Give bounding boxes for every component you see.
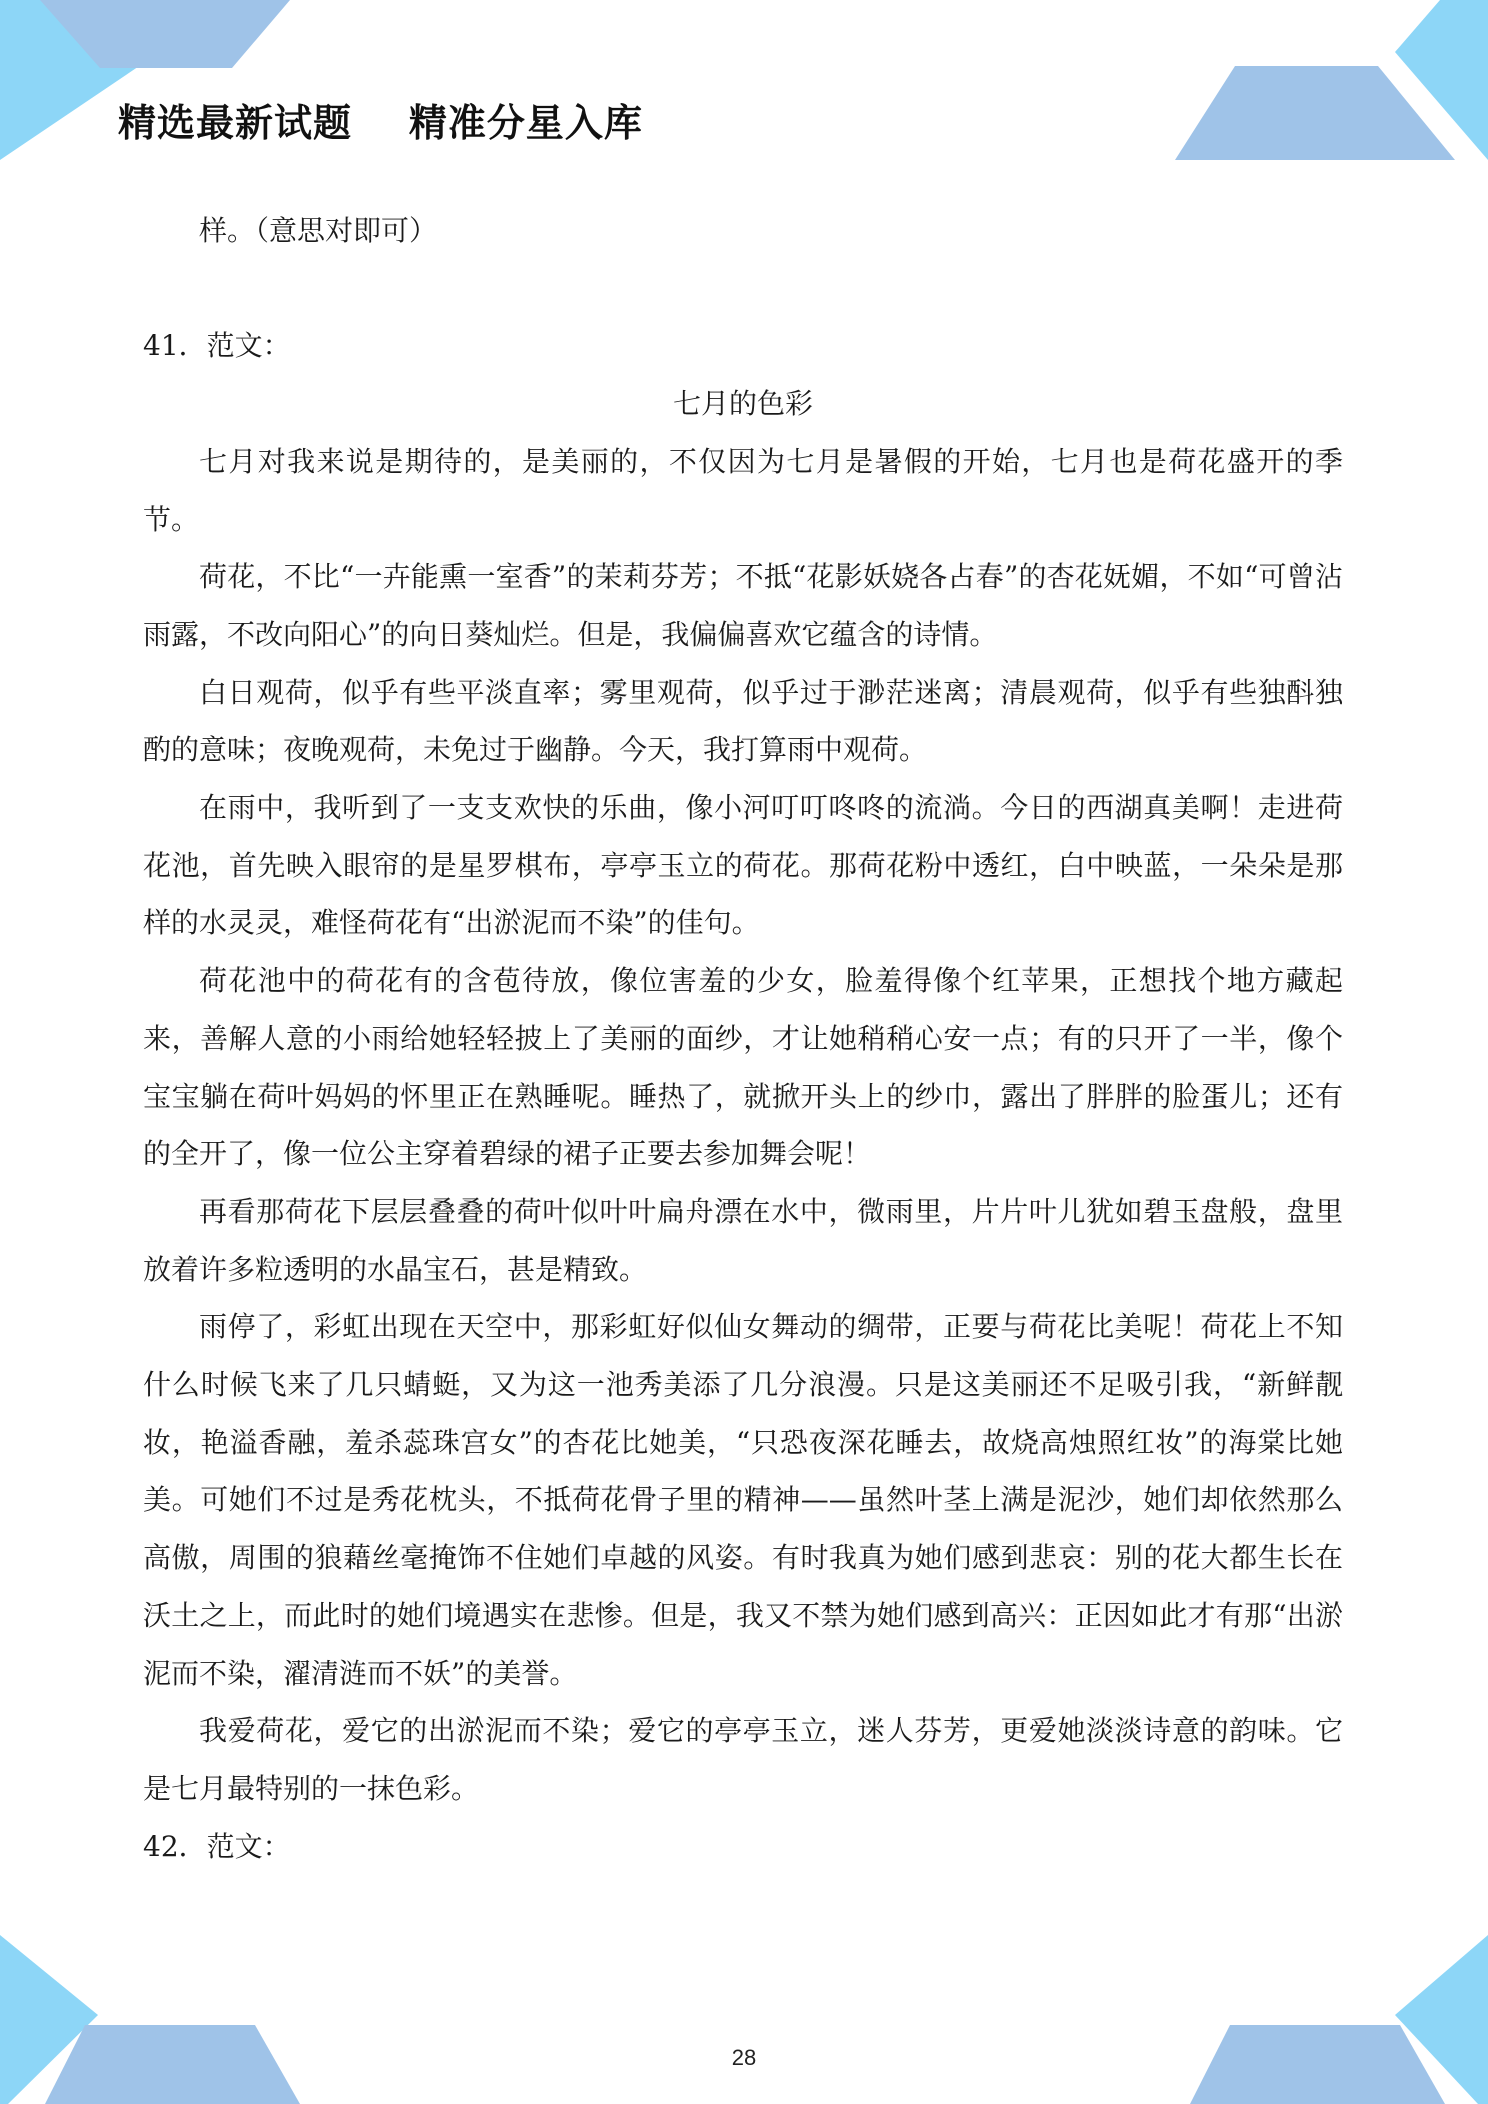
essay-paragraph: 荷花，不比“一卉能熏一室香”的茉莉芬芳；不抵“花影妖娆各占春”的杏花妩媚，不如“可曾沾雨露，不改向阳心”的向日葵灿烂。但是，我偏偏喜欢它蕴含的诗情。	[143, 560, 1343, 651]
essay-paragraph: 白日观荷，似乎有些平淡直率；雾里观荷，似乎过于渺茫迷离；清晨观荷，似乎有些独酙独酌的意味；夜晚观荷，未免过于幽静。今天，我打算雨中观荷。	[143, 675, 1343, 767]
question-41-label: 41．范文：	[143, 329, 291, 363]
essay-paragraph: 荷花池中的荷花有的含苞待放，像位害羞的少女，脸羞得像个红苹果，正想找个地方藏起来，善解人意的小雨给她轻轻披上了美丽的面纱，才让她稍稍心安一点；有的只开了一半，像个宝宝躺在荷叶妈妈的怀里正在熟睡呢。睡热了，就掀开头上的纱巾，露出了胖胖的脸蛋儿；还有的全开了，像一位公主穿着碧绿的裙子正要去参加舞会呢！	[143, 964, 1343, 1171]
page-number: 28	[731, 2045, 757, 2070]
essay-paragraph: 再看那荷花下层层叠叠的荷叶似叶叶扁舟漂在水中，微雨里，片片叶儿犹如碧玉盘般，盘里放着许多粒透明的水晶宝石，甚是精致。	[143, 1194, 1343, 1286]
spacer	[143, 260, 1343, 318]
essay-title: 七月的色彩	[672, 387, 813, 421]
answer-continuation: 样。（意思对即可）	[199, 214, 438, 247]
essay-paragraph: 雨停了，彩虹出现在天空中，那彩虹好似仙女舞动的绸带，正要与荷花比美呢！荷花上不知什么时候飞来了几只蜻蜓，又为这一池秀美添了几分浪漫。只是这美丽还不足吸引我，“新鲜靓妆，艳溢香融，羞杀蕊珠宫女”的杏花比她美，“只恐夜深花睡去，故烧高烛照红妆”的海棠比她美。可她们不过是秀花枕头，不抵荷花骨子里的精神——虽然叶茎上满是泥沙，她们却依然那么高傲，周围的狼藉丝毫掩饰不住她们卓越的风姿。有时我真为她们感到悲哀：别的花大都生长在沃土之上，而此时的她们境遇实在悲惨。但是，我又不禁为她们感到高兴：正因如此才有那“出淤泥而不染，濯清涟而不妖”的美誉。	[143, 1310, 1343, 1690]
top-right-trapezoid	[1175, 66, 1455, 160]
document-body	[143, 202, 1343, 1875]
question-42-label: 42．范文：	[143, 1829, 291, 1863]
header-title: 精选最新试题 精准分星入库	[118, 101, 643, 145]
essay-paragraph: 七月对我来说是期待的，是美丽的，不仅因为七月是暑假的开始，七月也是荷花盛开的季节。	[143, 444, 1343, 536]
essay-paragraph: 我爱荷花，爱它的出淤泥而不染；爱它的亭亭玉立，迷人芬芳，更爱她淡淡诗意的韵味。它是七月最特别的一抹色彩。	[143, 1714, 1343, 1805]
essay-paragraph: 在雨中，我听到了一支支欢快的乐曲，像小河叮叮咚咚的流淌。今日的西湖真美啊！走进荷花池，首先映入眼帘的是星罗棋布，亭亭玉立的荷花。那荷花粉中透红，白中映蓝，一朵朵是那样的水灵灵，难怪荷花有“出淤泥而不染”的佳句。	[143, 791, 1343, 940]
